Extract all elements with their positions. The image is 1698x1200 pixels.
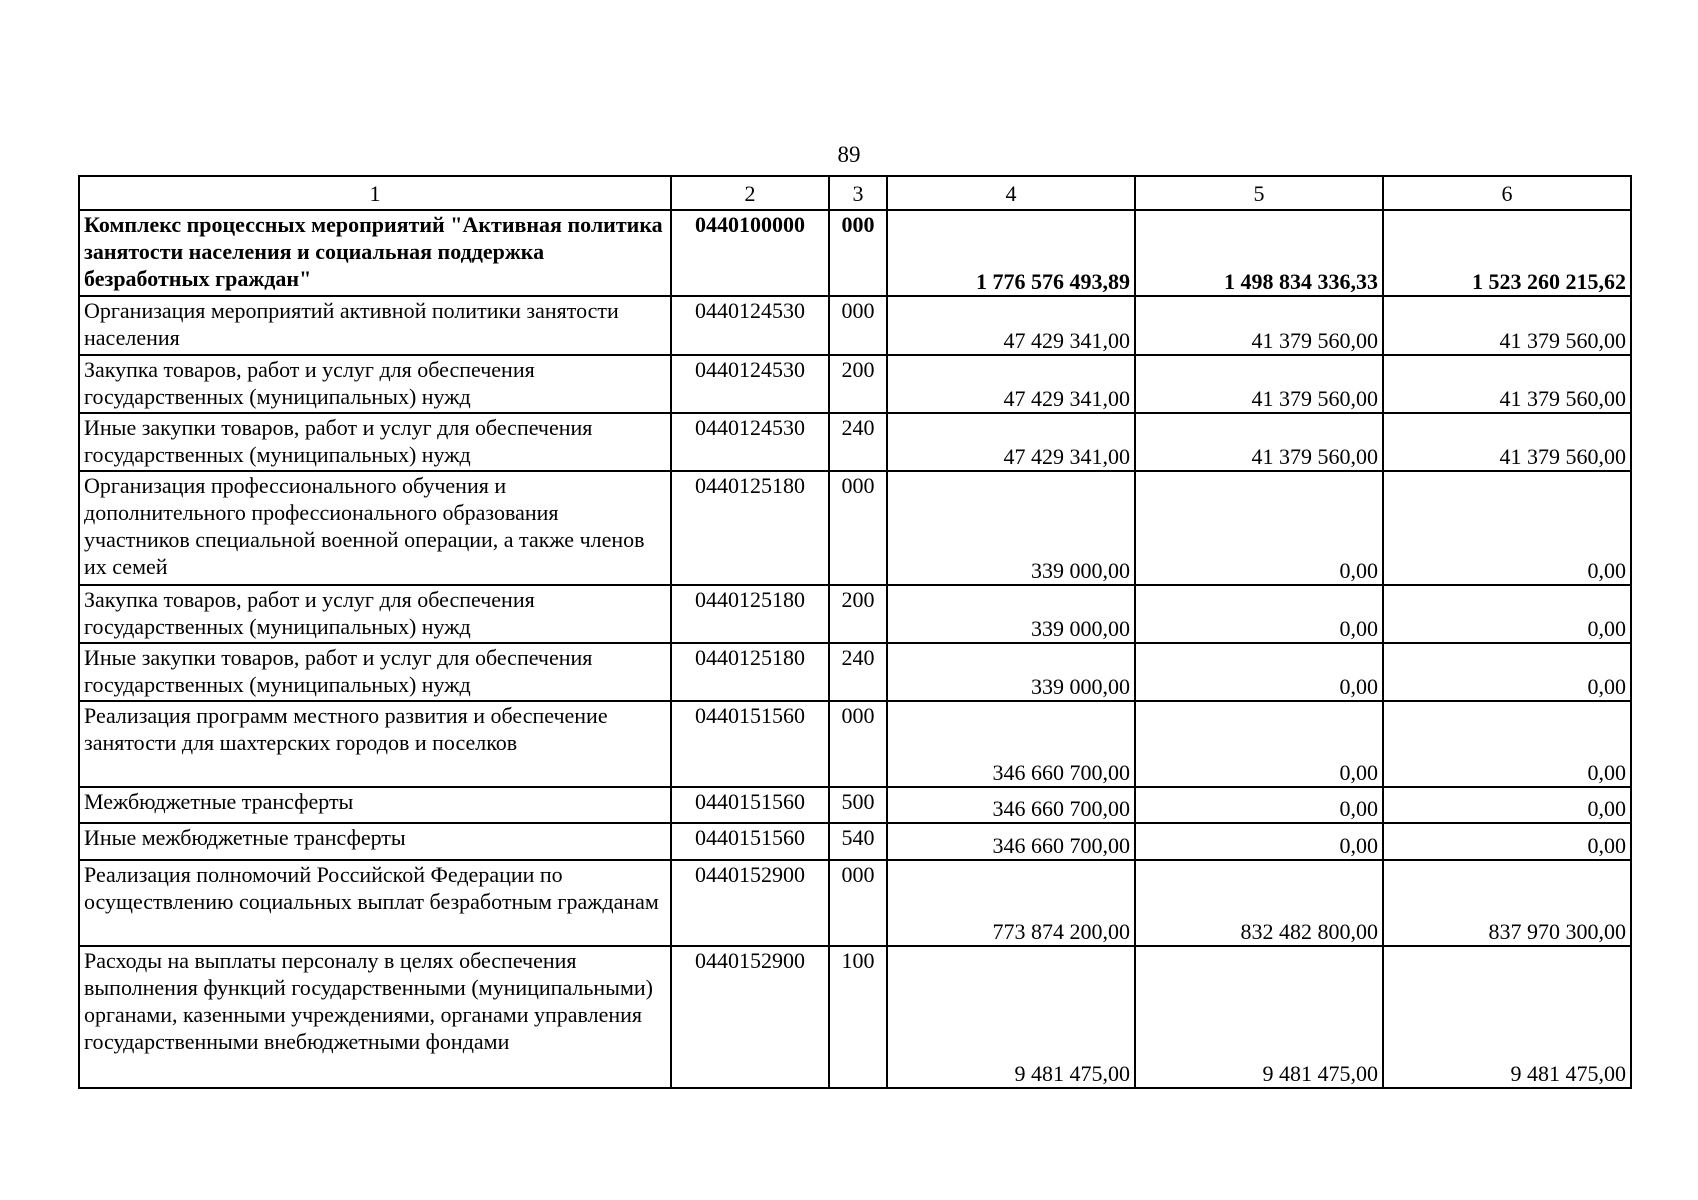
page-number: 89 bbox=[837, 142, 861, 167]
row-amount-col5: 0,00 bbox=[1135, 787, 1383, 823]
row-code: 0440152900 bbox=[671, 946, 829, 1088]
row-kind: 000 bbox=[829, 701, 887, 787]
row-amount-col5: 0,00 bbox=[1135, 585, 1383, 643]
row-amount-col4: 1 776 576 493,89 bbox=[887, 210, 1135, 296]
row-amount-col5: 0,00 bbox=[1135, 823, 1383, 860]
row-amount-col6: 0,00 bbox=[1383, 823, 1631, 860]
row-amount-col4: 346 660 700,00 bbox=[887, 823, 1135, 860]
table-row bbox=[79, 355, 1631, 413]
row-kind: 240 bbox=[829, 413, 887, 471]
row-amount-col6: 41 379 560,00 bbox=[1383, 413, 1631, 471]
table-row bbox=[79, 823, 1631, 860]
row-amount-col5: 0,00 bbox=[1135, 471, 1383, 585]
column-header-5: 5 bbox=[1135, 176, 1383, 210]
row-kind: 240 bbox=[829, 643, 887, 701]
row-amount-col6: 9 481 475,00 bbox=[1383, 946, 1631, 1088]
row-amount-col4: 773 874 200,00 bbox=[887, 860, 1135, 946]
row-kind: 000 bbox=[829, 471, 887, 585]
row-amount-col6: 0,00 bbox=[1383, 471, 1631, 585]
row-amount-col4: 47 429 341,00 bbox=[887, 413, 1135, 471]
row-kind: 000 bbox=[829, 210, 887, 296]
row-name: Иные закупки товаров, работ и услуг для обеспечения государственных (муниципальных) нужд bbox=[79, 643, 671, 701]
row-kind: 000 bbox=[829, 296, 887, 355]
row-code: 0440125180 bbox=[671, 471, 829, 585]
column-header-6: 6 bbox=[1383, 176, 1631, 210]
row-code: 0440151560 bbox=[671, 823, 829, 860]
row-kind: 200 bbox=[829, 355, 887, 413]
table-row bbox=[79, 471, 1631, 585]
row-amount-col5: 0,00 bbox=[1135, 701, 1383, 787]
row-amount-col4: 9 481 475,00 bbox=[887, 946, 1135, 1088]
row-name: Реализация полномочий Российской Федерации по осуществлению социальных выплат безработным гражданам bbox=[79, 860, 671, 946]
column-header-2: 2 bbox=[671, 176, 829, 210]
row-code: 0440100000 bbox=[671, 210, 829, 296]
row-kind: 500 bbox=[829, 787, 887, 823]
table-row bbox=[79, 787, 1631, 823]
row-amount-col5: 1 498 834 336,33 bbox=[1135, 210, 1383, 296]
row-name: Организация профессионального обучения и дополнительного профессионального образования участников специальной военной операции, а также членов их семей bbox=[79, 471, 671, 585]
row-amount-col5: 41 379 560,00 bbox=[1135, 413, 1383, 471]
row-amount-col6: 837 970 300,00 bbox=[1383, 860, 1631, 946]
row-amount-col4: 346 660 700,00 bbox=[887, 701, 1135, 787]
row-code: 0440152900 bbox=[671, 860, 829, 946]
row-name: Комплекс процессных мероприятий "Активная политика занятости населения и социальная поддержка безработных граждан" bbox=[79, 210, 671, 296]
row-kind: 000 bbox=[829, 860, 887, 946]
row-name: Организация мероприятий активной политики занятости населения bbox=[79, 296, 671, 355]
row-amount-col6: 41 379 560,00 bbox=[1383, 355, 1631, 413]
table-row bbox=[79, 860, 1631, 946]
table-header-row bbox=[79, 176, 1631, 210]
row-code: 0440151560 bbox=[671, 701, 829, 787]
row-amount-col5: 41 379 560,00 bbox=[1135, 296, 1383, 355]
table-row bbox=[79, 296, 1631, 355]
row-name: Закупка товаров, работ и услуг для обеспечения государственных (муниципальных) нужд bbox=[79, 585, 671, 643]
row-name: Иные закупки товаров, работ и услуг для обеспечения государственных (муниципальных) нужд bbox=[79, 413, 671, 471]
row-kind: 200 bbox=[829, 585, 887, 643]
row-amount-col4: 47 429 341,00 bbox=[887, 355, 1135, 413]
row-amount-col4: 339 000,00 bbox=[887, 585, 1135, 643]
budget-table bbox=[78, 175, 1632, 1089]
table-row bbox=[79, 946, 1631, 1088]
row-code: 0440124530 bbox=[671, 413, 829, 471]
row-name: Расходы на выплаты персоналу в целях обеспечения выполнения функций государственными (муниципальными) органами, казенными учреждениями, органами управления государственными внебюджетными фондами bbox=[79, 946, 671, 1088]
row-name: Межбюджетные трансферты bbox=[79, 787, 671, 823]
row-code: 0440125180 bbox=[671, 585, 829, 643]
row-amount-col5: 41 379 560,00 bbox=[1135, 355, 1383, 413]
row-amount-col5: 832 482 800,00 bbox=[1135, 860, 1383, 946]
row-amount-col6: 0,00 bbox=[1383, 643, 1631, 701]
table-row bbox=[79, 643, 1631, 701]
row-amount-col4: 47 429 341,00 bbox=[887, 296, 1135, 355]
row-code: 0440124530 bbox=[671, 355, 829, 413]
row-kind: 540 bbox=[829, 823, 887, 860]
column-header-3: 3 bbox=[829, 176, 887, 210]
row-amount-col6: 1 523 260 215,62 bbox=[1383, 210, 1631, 296]
table-row bbox=[79, 701, 1631, 787]
row-amount-col5: 0,00 bbox=[1135, 643, 1383, 701]
row-amount-col4: 339 000,00 bbox=[887, 471, 1135, 585]
row-amount-col6: 0,00 bbox=[1383, 585, 1631, 643]
row-name: Закупка товаров, работ и услуг для обеспечения государственных (муниципальных) нужд bbox=[79, 355, 671, 413]
row-kind: 100 bbox=[829, 946, 887, 1088]
row-name: Реализация программ местного развития и обеспечение занятости для шахтерских городов и поселков bbox=[79, 701, 671, 787]
row-code: 0440125180 bbox=[671, 643, 829, 701]
row-amount-col4: 339 000,00 bbox=[887, 643, 1135, 701]
row-name: Иные межбюджетные трансферты bbox=[79, 823, 671, 860]
row-amount-col5: 9 481 475,00 bbox=[1135, 946, 1383, 1088]
table-row bbox=[79, 210, 1631, 296]
column-header-1: 1 bbox=[79, 176, 671, 210]
row-code: 0440124530 bbox=[671, 296, 829, 355]
row-amount-col4: 346 660 700,00 bbox=[887, 787, 1135, 823]
column-header-4: 4 bbox=[887, 176, 1135, 210]
row-amount-col6: 41 379 560,00 bbox=[1383, 296, 1631, 355]
row-amount-col6: 0,00 bbox=[1383, 787, 1631, 823]
row-code: 0440151560 bbox=[671, 787, 829, 823]
table-row bbox=[79, 585, 1631, 643]
row-amount-col6: 0,00 bbox=[1383, 701, 1631, 787]
table-row bbox=[79, 413, 1631, 471]
